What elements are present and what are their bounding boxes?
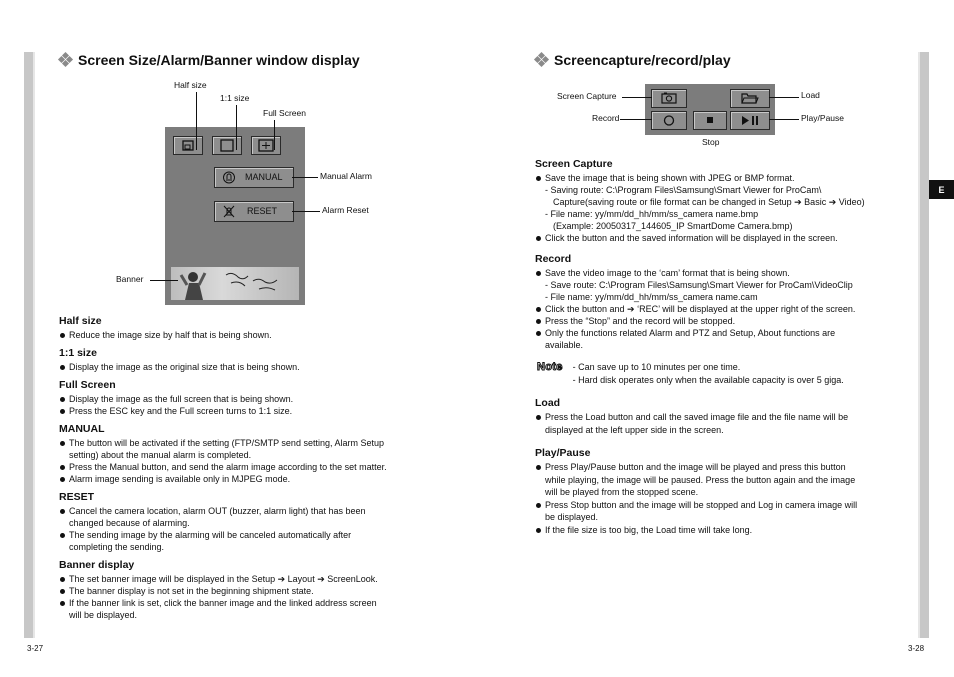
note-block — [535, 361, 915, 387]
right-heading — [535, 52, 731, 68]
one-to-one-heading: 1:1 size — [59, 347, 97, 359]
full-screen-button[interactable] — [251, 136, 281, 155]
list-item-detail: (Example: 20050317_144605_IP SmartDome Camera.bmp) — [553, 221, 793, 231]
list-item-continuation: setting) about the manual alarm is completed. — [69, 450, 252, 460]
record-callout: Record — [592, 113, 620, 123]
record-button[interactable] — [651, 111, 687, 130]
list-item: Press the Load button and call the saved image file and the file name will be — [535, 411, 915, 424]
reset-heading: RESET — [59, 491, 95, 503]
stop-button[interactable] — [693, 111, 727, 130]
full-screen-heading: Full Screen — [59, 379, 116, 391]
manual-alarm-leader — [292, 177, 318, 178]
capture-panel — [645, 84, 775, 135]
half-size-heading: Half size — [59, 315, 102, 327]
load-leader — [769, 97, 799, 98]
load-button[interactable] — [730, 89, 770, 108]
list-item-detail: - Saving route: C:\Program Files\Samsung\Smart Viewer for ProCam\ — [545, 185, 822, 195]
record-leader — [620, 119, 652, 120]
list-item: Cancel the camera location, alarm OUT (buzzer, alarm light) that has been — [59, 505, 449, 517]
list-item: Press Stop button and the image will be stopped and Log in camera image will — [535, 499, 915, 512]
list-item: The sending image by the alarming will be canceled automatically after — [59, 529, 449, 541]
banner-image[interactable] — [171, 267, 299, 300]
manual-list — [59, 437, 449, 485]
list-item: Save the video image to the ‘cam’ format that is being shown. — [535, 267, 915, 279]
stop-icon — [694, 112, 726, 129]
right-text-block — [535, 158, 915, 536]
screen-capture-list — [535, 172, 915, 244]
control-panel — [165, 127, 305, 305]
list-item-detail: - File name: yy/mm/dd_hh/mm/ss_camera name.cam — [545, 292, 758, 302]
left-page-number: 3-27 — [27, 644, 44, 653]
left-figure — [0, 0, 470, 310]
list-item-continuation: will be played from the stopped scene. — [545, 487, 699, 497]
half-size-list — [59, 329, 449, 341]
left-text-block — [59, 315, 449, 621]
list-item: Alarm image sending is available only in MJPEG mode. — [59, 473, 449, 485]
play-pause-list — [535, 461, 915, 536]
section-tab: E — [929, 180, 954, 199]
note-line: - Can save up to 10 minutes per one time. — [572, 362, 741, 372]
reset-button-label: RESET — [247, 206, 278, 216]
list-item: Reduce the image size by half that is being shown. — [59, 329, 449, 341]
banner-callout: Banner — [116, 274, 144, 284]
full-screen-list — [59, 393, 449, 417]
list-item-detail: Capture(saving route or file format can be changed in Setup ➔ Basic ➔ Video) — [553, 197, 865, 207]
load-callout: Load — [801, 90, 820, 100]
full-screen-leader — [274, 120, 275, 150]
list-item-continuation: displayed at the left upper side in the screen. — [545, 425, 724, 435]
one-to-one-list — [59, 361, 449, 373]
note-label: Note — [537, 361, 563, 373]
note-body — [573, 361, 844, 387]
list-item-continuation: changed because of alarming. — [69, 518, 190, 528]
list-item: Click the button and the saved information will be displayed in the screen. — [535, 232, 915, 244]
screen-capture-button[interactable] — [651, 89, 687, 108]
list-item: Press the “Stop” and the record will be stopped. — [535, 315, 915, 327]
screen-capture-leader — [622, 97, 652, 98]
list-item-detail: - Save route: C:\Program Files\Samsung\Smart Viewer for ProCam\VideoClip — [545, 280, 853, 290]
play-pause-leader — [769, 119, 799, 120]
manual-alarm-callout: Manual Alarm — [320, 171, 372, 181]
list-item: Save the image that is being shown with JPEG or BMP format. — [535, 172, 915, 184]
alarm-bell-icon — [221, 170, 237, 185]
half-size-icon — [174, 137, 202, 154]
left-title: Screen Size/Alarm/Banner window display — [78, 52, 360, 68]
play-pause-callout: Play/Pause — [801, 113, 844, 123]
list-item-continuation: will be displayed. — [69, 610, 138, 620]
half-size-callout: Half size — [174, 80, 207, 90]
alarm-off-icon — [221, 204, 237, 219]
list-item: Only the functions related Alarm and PTZ and Setup, About functions are — [535, 327, 915, 339]
reset-list — [59, 505, 449, 553]
camera-icon — [652, 90, 686, 107]
screen-capture-heading: Screen Capture — [535, 158, 613, 170]
list-item: Press Play/Pause button and the image will be played and press this button — [535, 461, 915, 474]
record-heading: Record — [535, 253, 572, 265]
list-item: The button will be activated if the setting (FTP/SMTP send setting, Alarm Setup — [59, 437, 449, 449]
manual-button[interactable] — [214, 167, 294, 188]
diamond-bullet-icon — [535, 53, 549, 67]
list-item: Click the button and ➔ ‘REC’ will be displayed at the upper right of the screen. — [535, 303, 915, 315]
list-item-detail: - File name: yy/mm/dd_hh/mm/ss_camera name.bmp — [545, 209, 759, 219]
list-item: The banner display is not set in the beginning shipment state. — [59, 585, 449, 597]
alarm-reset-callout: Alarm Reset — [322, 205, 369, 215]
list-item: Press the Manual button, and send the alarm image according to the set matter. — [59, 461, 449, 473]
record-list — [535, 267, 915, 351]
screen-capture-callout: Screen Capture — [557, 91, 617, 101]
right-page-number: 3-28 — [908, 644, 925, 653]
list-item: Display the image as the original size that is being shown. — [59, 361, 449, 373]
list-item: If the file size is too big, the Load time will take long. — [535, 524, 915, 537]
banner-photo-icon — [171, 267, 299, 300]
list-item-continuation: while playing, the image will be paused. Press the button again and the image — [545, 474, 856, 485]
full-screen-callout: Full Screen — [263, 108, 306, 118]
list-item-continuation: completing the sending. — [69, 542, 165, 552]
banner-list — [59, 573, 449, 621]
list-item: Display the image as the full screen that is being shown. — [59, 393, 449, 405]
list-item-continuation: available. — [545, 340, 584, 350]
banner-heading: Banner display — [59, 559, 135, 571]
one-to-one-leader — [236, 105, 237, 150]
full-screen-icon — [252, 137, 280, 154]
record-icon — [652, 112, 686, 129]
half-size-button[interactable] — [173, 136, 203, 155]
play-pause-heading: Play/Pause — [535, 447, 591, 459]
play-pause-icon — [731, 112, 769, 129]
half-size-leader — [196, 92, 197, 150]
list-item: If the banner link is set, click the banner image and the linked address screen — [59, 597, 449, 609]
list-item-continuation: be displayed. — [545, 512, 599, 522]
note-line: - Hard disk operates only when the available capacity is over 5 giga. — [572, 375, 844, 385]
banner-leader — [150, 280, 178, 281]
load-heading: Load — [535, 397, 561, 409]
manual-heading: MANUAL — [59, 423, 105, 435]
folder-open-icon — [731, 90, 769, 107]
right-title: Screencapture/record/play — [554, 52, 731, 68]
alarm-reset-leader — [292, 211, 320, 212]
reset-button[interactable] — [214, 201, 294, 222]
stop-callout: Stop — [702, 137, 720, 147]
list-item: Press the ESC key and the Full screen turns to 1:1 size. — [59, 405, 449, 417]
load-list — [535, 411, 915, 437]
manual-button-label: MANUAL — [245, 172, 283, 182]
one-to-one-callout: 1:1 size — [220, 93, 250, 103]
right-margin-bar — [918, 52, 929, 638]
play-pause-button[interactable] — [730, 111, 770, 130]
list-item: The set banner image will be displayed in the Setup ➔ Layout ➔ ScreenLook. — [59, 573, 449, 585]
one-to-one-button[interactable] — [212, 136, 242, 155]
